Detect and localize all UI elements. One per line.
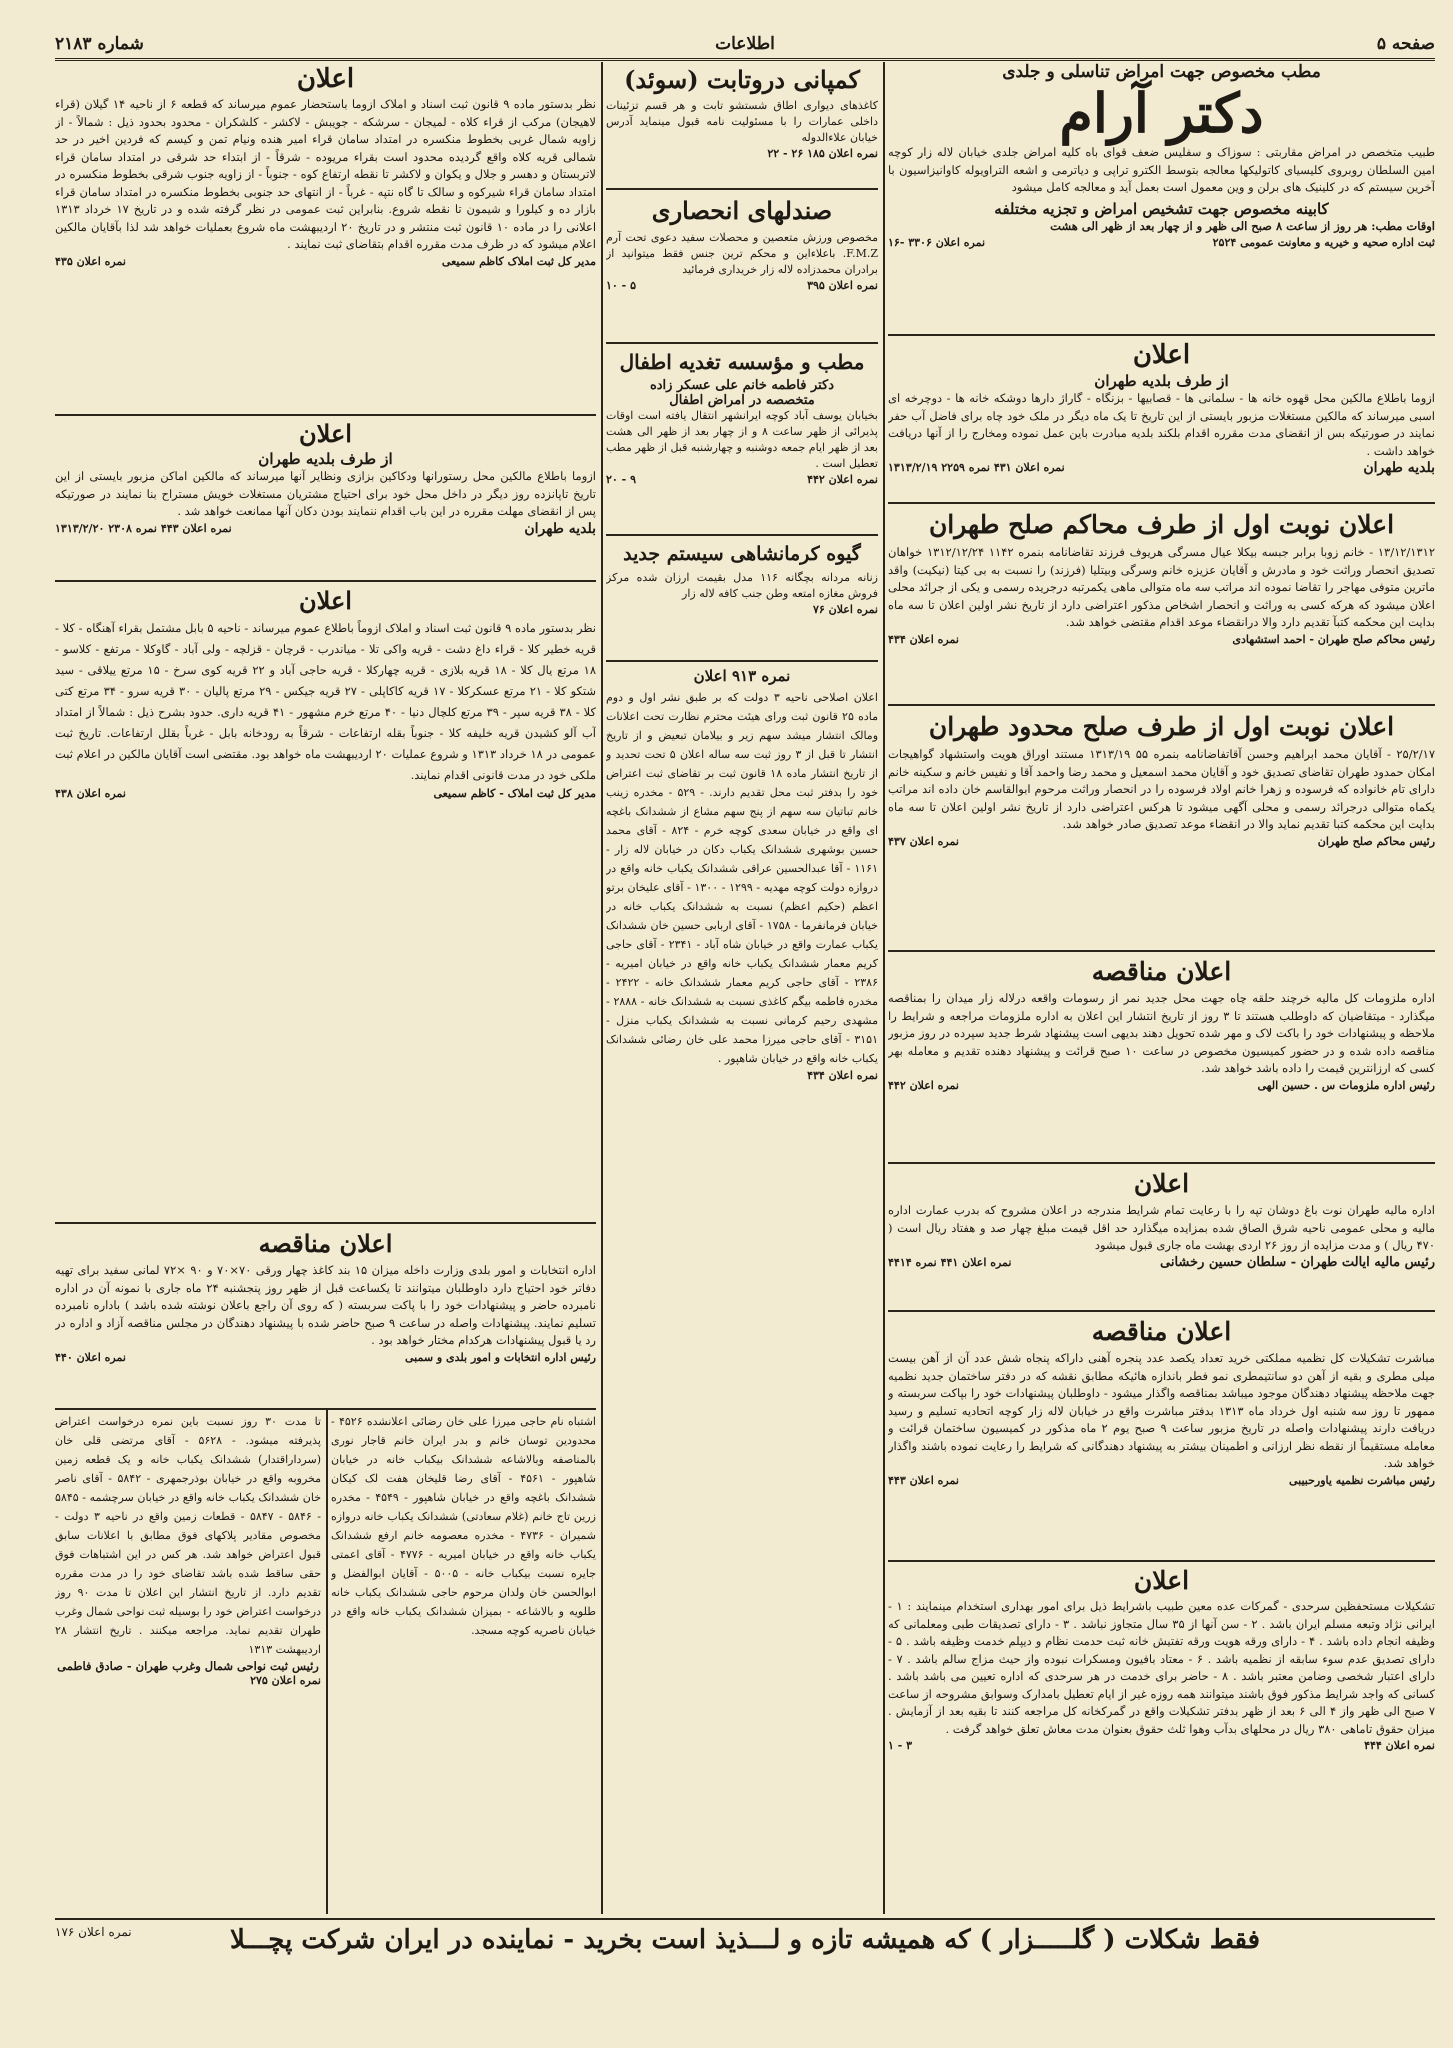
solh-ad-2 xyxy=(888,708,1435,948)
ad-foot-num: نمره اعلان ۴۴۲ xyxy=(807,473,878,486)
ad-foot xyxy=(888,632,1435,648)
column-rule-right xyxy=(883,62,885,1914)
ad-foot-num: نمره اعلان ۴۳۷ xyxy=(888,834,959,848)
ad-body: تشکیلات مستحفظین سرحدی - گمرکات عده معین طبیب باشرایط ذیل برای امور بهداری استخدام مینمایند : ۱ - ایرانی نژاد وتبعه مسلم ایران باشد . ۲ - سن آنها از ۳۵ سال متجاوز نباشد . ۳ - دارای تصدیقات طبی ومعلمانی که وظیفه انجام داده باشد . ۴ - دارای ورقه هویت ورقه تفتیش خانه ثبت حدمت نظام و دیپلم خدمت وظیفه باشد . ۵ - دارای تصدیق عدم سوء سابقه از نظمیه باشد . ۶ - معتاد بافیون ومسکرات نبوده واز حیث مزاج سالم باشد . ۷ - دارای اعتبار شخصی وضامن معتبر باشد . ۸ - حاضر برای خدمت در هر سرحدی که اداره تعیین می باشد باشد . کسانی که واجد شرایط مذکور فوق باشند میتوانند همه روزه غیر از ایام تعطیل بامدارک وسوابق مشروحه از ساعت ۷ صبح الی ظهر واز ۴ الی ۶ بعد از ظهر بدفتر تشکیلات واقع در گمرکخانه کل مراجعه کنند تا بقیه بعد از آزمایش . میزان حقوق تاماهی ۳۸۰ ریال در محلهای بدآب وهوا ثلث حقوق بعنوان مدت معاش تعلق خواهد گرفت . xyxy=(888,1599,1435,1736)
ad-foot-num: نمره اعلان ۴۴۳ نمره ۲۳۰۸ ۱۳۱۳/۲/۲۰ xyxy=(55,521,232,535)
ad-body: مباشرت تشکیلات کل نظمیه مملکتی خرید تعداد یکصد عدد پنجره آهنی داراکه پنجاه شش عدد آن از آهن بیست میلی مطری و بقیه از آهن دو سانتیمطری نمو فطر باندازه هائیکه مطابق نقشه که در دفتر ساختمان جدید نظمیه جهت ملاحظه پیشنهاد دهندگان موجود میباشد بمناقصه واگذار میشود - داوطلبان پیشنهادات خود را بپاکت سربسته و ممهور تا روز سه شنبه اول خرداد ماه ۱۳۱۳ بدفتر مباشرت واقع در خیابان لاله زار کوچه اتحادیه تسلیم و رسید دریافت دارند پیشنهادات واصله در تاریخ مزبور ساعت ۹ صبح یوم ۲ ماه مذکور در کمیسیون ساختمان قرائت و معامله مستقیماً از نقطه نظر ارزانی و اطمینان بیشتر به پیشنهاد دهندگانی که شرایط را رعایت نموده باشند واگذار خواهد شد. xyxy=(888,1351,1435,1470)
ad-body: مخصوص ورزش متعصین و محصلات سفید دعوی تحت آرم F.M.Z. باعلاءاین و محکم ترین جنس فقط میتوانید از برادران محمدزاده لاله زار خریداری فرمائید xyxy=(606,231,878,276)
ad-foot-sign: رئیس محاکم صلح طهران - احمد استشهادی xyxy=(1232,632,1435,646)
rule xyxy=(606,342,878,344)
ad-body: اداره انتخابات و امور بلدی وزارت داخله میزان ۱۵ بند کاغذ چهار ورقی ۷۰×۷۰ و ۹۰ ×۷۲ لمانی سفید برای تهیه دفاتر خود احتیاج دارد داوطلبان میتوانند تا یکساعت قبل از ظهر روز پنجشنبه ۲۴ ماه جاری با نمونه آن در اداره نامبرده حاضر و پیشنهادات خود را با پاکت سربسته ( که روی آن راجع باعلان نوشته شده باشد ) باداره نامبرده تسلیم نمایند. پیشنهادات واصله در ساعت ۹ صبح حاضر شده با پیشنهاد دهندگان در مجلس مناقصه آزاد و اداره در رد یا قبول پیشنهادات هرکدام مختار خواهد بود . xyxy=(55,1263,596,1347)
ad-title: اعلان نوبت اول از طرف صلح محدود طهران xyxy=(928,712,1395,741)
ad-body: اعلان اصلاحی ناحیه ۳ دولت که بر طبق نشر اول و دوم ماده ۲۵ قانون ثبت ورای هیئت محترم نظارت تحت اعلانات ومالک انتشار میشد سهم زیر و بیلامان تبعیض و از تاریخ انتشار تا قبل از ۳ روز ثبت سه ساله اعلان ۵ تحت تحدید و از تاریخ انتشار ماده ۱۸ قانون ثبت بر تقاضای ثبت اعتراض خود را بدفتر ثبت محل تقدیم دارند. - ۵۲۹ - مخدره زینب خانم تباتیان سه سهم از پنج سهم مشاع از ششدانک باغچه ای واقع در خیابان سعدی کوچه خرم - ۸۲۴ - آقای محمد حسین بوشهری ششدانک یکباب دکان در خیابان لاله زار - ۱۱۶۱ - آقا عبدالحسین عراقی ششدانک یکباب خانه واقع در دروازه دولت کوچه مهدیه - ۱۲۹۹ - ۱۳۰۰ - آقای علیخان برتو اعظم (حکیم اعظم) نسبت به ششدانک یکباب خانه در خیابان فرمانفرما - ۱۷۵۸ - آقای اربابی حسین خان ششدانک یکباب عمارت واقع در خیابان شاه آباد - ۲۳۴۱ - آقای حاجی کریم معمار ششدانک یکباب خانه واقع در خیابان امیریه - ۲۳۸۶ - آقای حاجی کریم معمار ششدانک خانه - ۲۴۲۲ - مخدره فاطمه بیگم کاغذی نسبت به ششدانک خانه - ۲۸۸۸ - مشهدی رحیم کرمانی نسبت به ششدانک یکباب منزل - ۳۱۵۱ - آقای حاجی میرزا محمد علی خان رضائی ششدانک یکباب خانه واقع در خیابان شاهپور . xyxy=(606,691,878,1065)
doctor-foot-left: نمره اعلان ۳۳۰۶ -۱۶ xyxy=(888,236,986,249)
ad-title: گیوه کرمانشاهی سیستم جدید xyxy=(623,543,861,565)
rule xyxy=(606,660,878,662)
doctor-body: طبیب متخصص در امراض مقاربتی : سوزاک و سفلیس ضعف قوای باه کلیه امراض جلدی خیابان لاله زار کوچه امین السلطان روبروی کلیسیای کاتولیکها معالجه بتوسط الکترو تراپی و دیاترمی و اشعه التراویوله کاوانیزاسیون با آخرین سیستم که در کلینیک های برلن و وین معمول است بعمل آید و معالجه کامل میشود xyxy=(888,145,1435,194)
ad-foot-sign: رئیس اداره ملزومات س . حسین الهی xyxy=(1257,1078,1435,1092)
issue-label: شماره ۲۱۸۳ xyxy=(55,34,144,54)
ad-title: اعلان xyxy=(1133,1169,1190,1198)
column-rule-left-lower xyxy=(326,1410,328,1914)
ad-foot-left: نمره اعلان ۴۳۱ نمره ۲۲۵۹ ۱۳۱۳/۲/۱۹ xyxy=(888,461,1065,474)
doctor-title: دکتر آرام xyxy=(1059,81,1264,145)
rule xyxy=(55,1222,596,1224)
ad-foot-sign: رئیس مباشرت نظمیه یاورحبیبی xyxy=(1288,1473,1435,1487)
monaqese-ad-1 xyxy=(888,954,1435,1160)
ad-body: نظر بدستور ماده ۹ قانون ثبت اسناد و املاک ازوما باستحضار عموم میرساند که قطعه ۶ از ناحیه ۱۴ گیلان (قراء لاهیجان) مرکب از قراء کلاه - لمیجان - سرشکه - جویبش - لاکشر - کلشکران - محدود بحدود ذیل : شمالاً - از زاویه شمال غربی بخطوط منکسره در امتداد سامان قراء امیر هنده ونیام تمن و کیسم که فردین اخیر در حد شمالی قریه کلاه واقع گردیده محدود است بقراء مریوده - شرقاً - از ابتداء حد شرقی در امتداد سامان قراء لاتربستان و دهسر و جلال و یکوان و لاکشر تا نقطه ارتفاع کوه - جنوباً - از زاویه جنوب شرقی بخطوط منکسره در امتداد سامان قراء شیرکوه و سالک تا گاه نتپه - غرباً - از انتهای حد جنوبی بخطوط منکسره در امتداد سامان قراء بازار ده و کیلورا و شیمون تا نقطه شروع. بنابراین ثبت عمومی در نظر گرفته شده و در تاریخ ۱۷ خرداد ۱۳۱۳ اعلانی را در ماده ۱۰ قانون ثبت منتشر و در تاریخ ۲۰ اردیبهشت ماه شروع بعملیات خواهد شد لذا بآقایان مالکین اعلام میشود که در ظرف مدت مقرره اقدام بتقاضای ثبت نمایند . xyxy=(55,97,596,251)
ad-foot-num: نمره اعلان ۷۶ xyxy=(812,603,878,616)
baladiyeh-ad-1 xyxy=(888,338,1435,500)
rule xyxy=(888,1162,1435,1164)
ad-foot-sign: بلدیه طهران xyxy=(524,520,596,537)
ad-title: اعلان مناقصه xyxy=(258,1229,393,1258)
ad-foot-num2: ۵ - ۱۰ xyxy=(606,279,636,292)
rule xyxy=(55,414,596,416)
ad-foot xyxy=(606,278,878,294)
registry-913-ad xyxy=(606,664,878,1910)
ad-title: اعلان xyxy=(299,586,352,615)
ad-body: تا مدت ۳۰ روز نسبت باین نمره درخواست اعتراض پذیرفته میشود. - ۵۶۲۸ - آقای مرتضی قلی خان (سرداراقتدار) ششدانک یکباب خانه و یک قطعه زمین مخروبه واقع در خیابان بوذرجمهری - ۵۸۴۲ - آقای ناصر خان ششدانک یکباب خانه واقع در خیابان سرچشمه - ۵۸۴۵ - ۵۸۴۶ - ۵۸۴۷ - قطعات زمین واقع در ناحیه ۳ دولت - مخصوص مقادیر پلاکهای فوق مطابق با اعلانات سابق قبول اعتراض خواهد شد. هر کس در این اشتباهات فوق حقی ساقط شده باشد تقاضای خود را در مدت مقرره تقدیم دارد. از تاریخ انتشار این اعلان تا مدت ۹۰ روز درخواست اعتراض خود را بوسیله ثبت نواحی شمال وغرب طهران تقدیم نماید. مراجعه میکنند . تاریخ انتشار ۲۸ اردیبهشت ۱۳۱۳ xyxy=(55,1415,321,1656)
ad-foot-sign: رئیس اداره انتخابات و امور بلدی و سمبی xyxy=(405,1350,596,1364)
ad-title: مطب و مؤسسه تغدیه اطفال xyxy=(619,350,865,374)
ad-body: بخیابان یوسف آباد کوچه ایرانشهر انتقال یافته است اوقات پذیرائی از ظهر ساعت ۸ و از چهار بعد از ظهر الی هشت بعد از ظهر ایام جمعه دوشنبه و چهارشنبه قبل از ظهر مطب تعطیل است . xyxy=(606,409,878,470)
ad-foot-sign: رئیس محاکم صلح طهران xyxy=(1317,834,1435,848)
sweden-company-ad xyxy=(606,62,878,186)
masthead xyxy=(55,34,1435,61)
ad-foot xyxy=(888,1738,1435,1754)
ad-doctor-name: دکتر فاطمه خانم علی عسکر زاده xyxy=(649,378,835,393)
ad-foot-num2: ۹ - ۲۰ xyxy=(606,473,636,486)
ad-foot-sign: رئیس مالیه ایالت طهران - سلطان حسین رخشانی xyxy=(1160,1254,1435,1270)
registry-continued-b xyxy=(55,1412,321,1912)
rule xyxy=(888,950,1435,952)
ad-foot xyxy=(888,1078,1435,1094)
ad-title: اعلان xyxy=(296,64,355,94)
baladiyeh-ad-2 xyxy=(55,418,596,578)
ad-foot xyxy=(888,1473,1435,1489)
ad-foot xyxy=(888,460,1435,476)
banner-ad-number: نمره اعلان ۱۷۶ xyxy=(55,1925,132,1939)
ad-foot-num: نمره اعلان ۳۹۵ xyxy=(807,279,878,292)
ad-foot-num: نمره اعلان ۲۷۵ xyxy=(250,1674,321,1687)
ad-foot xyxy=(888,834,1435,850)
ad-title: اعلان xyxy=(1132,340,1191,370)
ad-body: زنانه مردانه بچگانه ۱۱۶ مدل بقیمت ارزان شده مرکز فروش مغازه امتعه وطن جنب کافه لاله زار xyxy=(606,571,878,600)
ad-foot-num: نمره اعلان ۴۳۴ xyxy=(888,632,959,646)
rule xyxy=(888,1310,1435,1312)
ad-foot-num: نمره اعلان ۴۴۴ xyxy=(1364,1739,1435,1752)
giveh-ad xyxy=(606,538,878,658)
ad-body: ۱۳/۱۲/۱۳۱۲ - خانم زوبا برابر جبسه بیکلا عیال مسرگی هریوف فرزند تقاضانامه بنمره ۱۱۴۲ ۱۳۱۲/۱۲/۲۴ خواهان تصدیق انحصار وراثت خود و مادرش و آقایان عزیزه خانم وسرگی وبیتلیا (فرزند) را نسبت به بی کیتا (نیکیت) واقد ماترین متوفی مهاجر را تقاضا نموده اند مراتب سه ماه متوالی ماهی یکمرتبه درجریده رسمی و یکی از جرائد محلی اعلان میشود که هرکه کسی به وراثت و انحصار اشخاص مذکور اعتراضی دارد از تاریخ نشر اولین اعلان تا سه ماه بدایت این محکمه کتبآ تقدیم دارد والا درانقضاء موعد اقدام مقتضی خواهد شد. xyxy=(888,545,1435,629)
ad-foot xyxy=(888,1255,1435,1271)
ad-foot-sign: مدیر کل ثبت املاک کاظم سمیعی xyxy=(441,254,596,268)
maliye-ad xyxy=(888,1166,1435,1308)
ad-body: اداره مالیه طهران نوت باغ دوشان تپه را با رعایت تمام شرایط مندرجه در اعلان مشروح که بدرب عمارت اداره مالیه و محلی عمومی ناحیه شرق الصاق شده بمزایده میگذارد حد اقل قیمت مبلغ چهار صد و هفتاد ریال است ( ۴۷۰ ریال ) و مدت مزایده از روز ۲۶ اردی بهشت ماه جاری قبول میشود xyxy=(888,1203,1435,1252)
ad-foot-right: بلدیه طهران xyxy=(1363,460,1435,476)
ad-foot-sign: مدیر کل ثبت املاک - کاظم سمیعی xyxy=(433,787,596,800)
ad-foot-num2: ۳ - ۱ xyxy=(888,1739,913,1752)
ad-title: اعلان نوبت اول از طرف محاکم صلح طهران xyxy=(928,510,1395,539)
ad-body: اشتباه نام حاجی میرزا علی خان رضائی اعلانشده ۴۵۲۶ - محدودین توسان خانم و بدر ایران خانم قاجار نوری بالمناصفه وبالاشاعه ششدانک بیکباب خانه در خیابان شاهپور - ۴۵۶۱ - آقای رضا قلیخان هفت لک کیکان ششدانک باغچه واقع در خیابان شاهپور - ۴۵۴۹ - مخدره زرین تاج خانم (غلام سعادتی) ششدانک یکباب خانه دروازه شمیران - ۴۷۳۶ - مخدره معصومه خانم ارفع ششدانک یکباب خانه واقع در خیابان امیریه - ۴۷۷۶ - آقای اعمتی جایره نسبت بیکباب خانه - ۵۰۰۵ - آقایان ابوالفضل و ابوالحسن خان ولدان مرحوم حاجی ششدانک یکباب خانه طلویه و بالاشاعه - بمیزان ششدانک یکباب خانه واقع در خیابان ناصریه کوچه مسجد. xyxy=(331,1415,596,1637)
ad-subtitle: از طرف بلدیه طهران xyxy=(1094,372,1229,390)
doctor-foot xyxy=(888,235,1435,251)
ad-title: اعلان مناقصه xyxy=(1091,1317,1232,1346)
sarhadi-ad xyxy=(888,1564,1435,1914)
ad-foot xyxy=(55,786,596,802)
ad-foot-num: نمره اعلان ۱۸۵ ۲۶ - ۲۲ xyxy=(767,147,878,160)
column-rule-middle xyxy=(601,62,603,1914)
ad-foot-num: نمره اعلان ۴۴۰ xyxy=(55,1350,126,1364)
solh-ad-1 xyxy=(888,506,1435,702)
paper-name: اطلاعات xyxy=(715,34,775,54)
doctor-hours: اوقات مطب: هر روز از ساعت ۸ صبح الی ظهر و از چهار بعد از ظهر الی هشت xyxy=(1050,218,1435,233)
ad-subtitle: از طرف بلدیه طهران xyxy=(258,450,393,468)
registry-ad-babol xyxy=(55,584,596,1220)
rule xyxy=(55,1408,596,1410)
ad-foot-num: نمره اعلان ۴۴۱ نمره ۴۴۱۴ xyxy=(888,1255,1012,1269)
doctor-tagline: مطب مخصوص جهت امراض تناسلی و جلدی xyxy=(1002,62,1321,82)
ad-title: اعلان مناقصه xyxy=(1091,957,1232,986)
ad-foot-sign: رئیس ثبت نواحی شمال وغرب طهران - صادق فاطمی xyxy=(57,1659,319,1673)
doctor-clinic: کابینه مخصوص جهت تشخیص امراض و تجزیه مختلفه xyxy=(994,199,1329,218)
ad-foot xyxy=(55,254,596,270)
ad-body: ازوما باطلاع مالکین محل قهوه خانه ها - سلمانی ها - قصابیها - بزنگاه - گاراژ دارها دوشکه خانه ها - دوچرخه ای اسبی میرساند که مالکین مستغلات مزبور بایستی از این تاریخ تا یک ماه دیگر در ملک خود چاه برای فاضل آب حفر نمایند در صورتیکه بس از انقضای مدت مقرره اقدام بلکند بلدیه مبادرت باین عمل نموده ومخارج را از آنها دریافت خواهد داشت . xyxy=(888,391,1435,458)
monaqese-ad-3 xyxy=(55,1226,596,1406)
ad-foot xyxy=(606,472,878,488)
doctor-foot-right: ثبت اداره صحیه و خیریه و معاونت عمومی ۲۵۲۴ xyxy=(1212,236,1435,249)
ad-body: ۲۵/۲/۱۷ - آقایان محمد ابراهیم وحسن آقاتفاضانامه بنمره ۵۵ ۱۳۱۳/۱۹ مستند اوراق هویت واستشهاد گواهیجات امکان حمدود طهران تقاضای تصدیق خود و آقایان محمد اسمعیل و محمد رضا واحمد آقا و نفیس خانم و سکینه خانم دارای تام خانواده که فرسوده و زهرا خانم اولاد فرسوده را در انحصار وراثت مرحوم ابوالقاسم خان داده اند مراتب یکماه متوالی درجرائد رسمی و محلی آگهی میشود تا هرکس اعتراضی دارد از تاریخ نشر اولین اعلان تا سه ماه بدایت این محکمه کتبا تقدیم نماید والا در انقضاء موعد تصدیق صادر خواهد شد. xyxy=(888,747,1435,831)
ad-body: ازوما باطلاع مالکین محل رستورانها ودکاکین بزازی ونظایر آنها میرساند که مالکین اماکن مزبور بایستی از این تاریخ تاپانزده روز دیگر در داخل محل خود برای احتیاج مشتریان مستغلات خویش مستراح بنا نمایند در صورتیکه پس از انقضای مهلت مقرره در این باب اقدام ننمایند بودن دکان آنها ممانعت خواهد شد . xyxy=(55,469,596,518)
ad-foot xyxy=(55,521,596,537)
rule xyxy=(888,704,1435,706)
banner-text: فقط شکلات ( گلـــــزار ) که همیشه تازه و لـــذیذ است بخرید - نماینده در ایران شرکت پچـــلا xyxy=(229,1925,1261,1955)
rule xyxy=(606,534,878,536)
ad-body: کاغذهای دیواری اطاق شستشو تابت و هر قسم تزئینات داخلی عمارات را با مسئولیت نامه قبول مینماید آدرس خیابان علاءالدوله xyxy=(606,99,878,144)
rule xyxy=(888,1560,1435,1562)
rule xyxy=(606,188,878,190)
doctor-aram-ad xyxy=(888,62,1435,332)
ad-title: کمپانی دروتابت (سوئد) xyxy=(624,65,860,94)
registry-ad-gilan xyxy=(55,62,596,412)
ad-specialty: متخصصه در امراض اطفال xyxy=(669,393,815,408)
monaqese-ad-2 xyxy=(888,1314,1435,1558)
ad-title: نمره ۹۱۳ اعلان xyxy=(693,667,791,685)
registry-continued-a xyxy=(331,1412,596,1912)
sandal-ad xyxy=(606,192,878,340)
ad-foot-num: نمره اعلان ۴۳۴ xyxy=(807,1069,878,1082)
ad-body: نظر بدستور ماده ۹ قانون ثبت اسناد و املاک ازوماً باطلاع عموم میرساند - ناحیه ۵ بابل مشتمل بقراء آهنگاه - کلا - قریه خطیر کلا - قراء داغ دشت - قریه واکی تلا - میاندرب - قرچان - قزلچه - ولی آباد - گاوکلا - مرتفع - کلاسو - ۱۸ مرتع یال کلا - ۱۸ قریه بلازی - قریه چهارکلا - قریه حاجی آباد و ۲۲ قریه کوی سرخ - ۱۵ مرتع ییلاقی - سید شتکو کلا - ۲۱ مرتع عسکرکلا - ۱۷ قریه کاکاپلی - ۲۷ قریه جیکس - ۲۹ مرتع پالیان - ۳۰ قریه سرو - ۳۴ مرتع کتی کلا - ۳۸ قریه سپر - ۳۹ مرتع کلچال دنیا - ۴۰ مرتع خرم مشهور - ۴۱ قریه داری. حدود بشرح ذیل : شمالاً از امتداد آب آلو کشیدن قریه خلیفه کلا - جنوباً بقله ارتفاعات - شرقاً به رودخانه بابل - غرباً بقلل ارتفاعات. تاریخ ثبت عمومی در ۱۸ خرداد ۱۳۱۳ و شروع عملیات ۲۰ اردیبهشت ماه خواهد بود. مقتضی است آقایان مالکین در اعلام ثبت ملکی خود در مدت قانونی اقدام نمایند. xyxy=(55,621,596,782)
ad-title: صندلهای انحصاری xyxy=(651,196,833,225)
ad-title: اعلان xyxy=(299,419,352,448)
ad-foot-num: نمره اعلان ۴۴۳ xyxy=(888,1473,959,1487)
page-label: صفحه ۵ xyxy=(1376,34,1435,54)
ad-foot-num: نمره اعلان ۴۳۵ xyxy=(55,254,126,268)
rule xyxy=(888,334,1435,336)
ad-foot-num: نمره اعلان ۴۴۲ xyxy=(888,1078,959,1092)
child-clinic-ad xyxy=(606,346,878,532)
ad-body: اداره ملزومات کل مالیه خرچند حلقه چاه جهت محل جدید نمر از رسومات واقعه درلاله زار میدان را بمناقصه میگذارد - میتقاضیان که داوطلب هستند تا ۳ روز از تاریخ انتشار این اعلان به اداره ملزومات مراجعه و شرایط را ملاحظه و پیشنهادات خود را باکت لاک و مهر شده تحویل دهند بدیهی است پیشنهاد شرط جدید سپرده در روز مزبور مناقصه داده شده و در حضور کمیسیون مخصوص در ساعت ۱۰ صبح قرائت و پیشنهاد دهنده تقدیم و معامله بهر کسی که ارزانترین قیمت را داده باشد خواهد شد. xyxy=(888,991,1435,1075)
ad-title: اعلان xyxy=(1133,1566,1190,1595)
ad-foot-num: نمره اعلان ۴۳۸ xyxy=(55,787,126,800)
rule xyxy=(888,502,1435,504)
chocolate-banner-ad xyxy=(55,1918,1435,1960)
rule xyxy=(55,580,596,582)
ad-foot xyxy=(55,1350,596,1366)
